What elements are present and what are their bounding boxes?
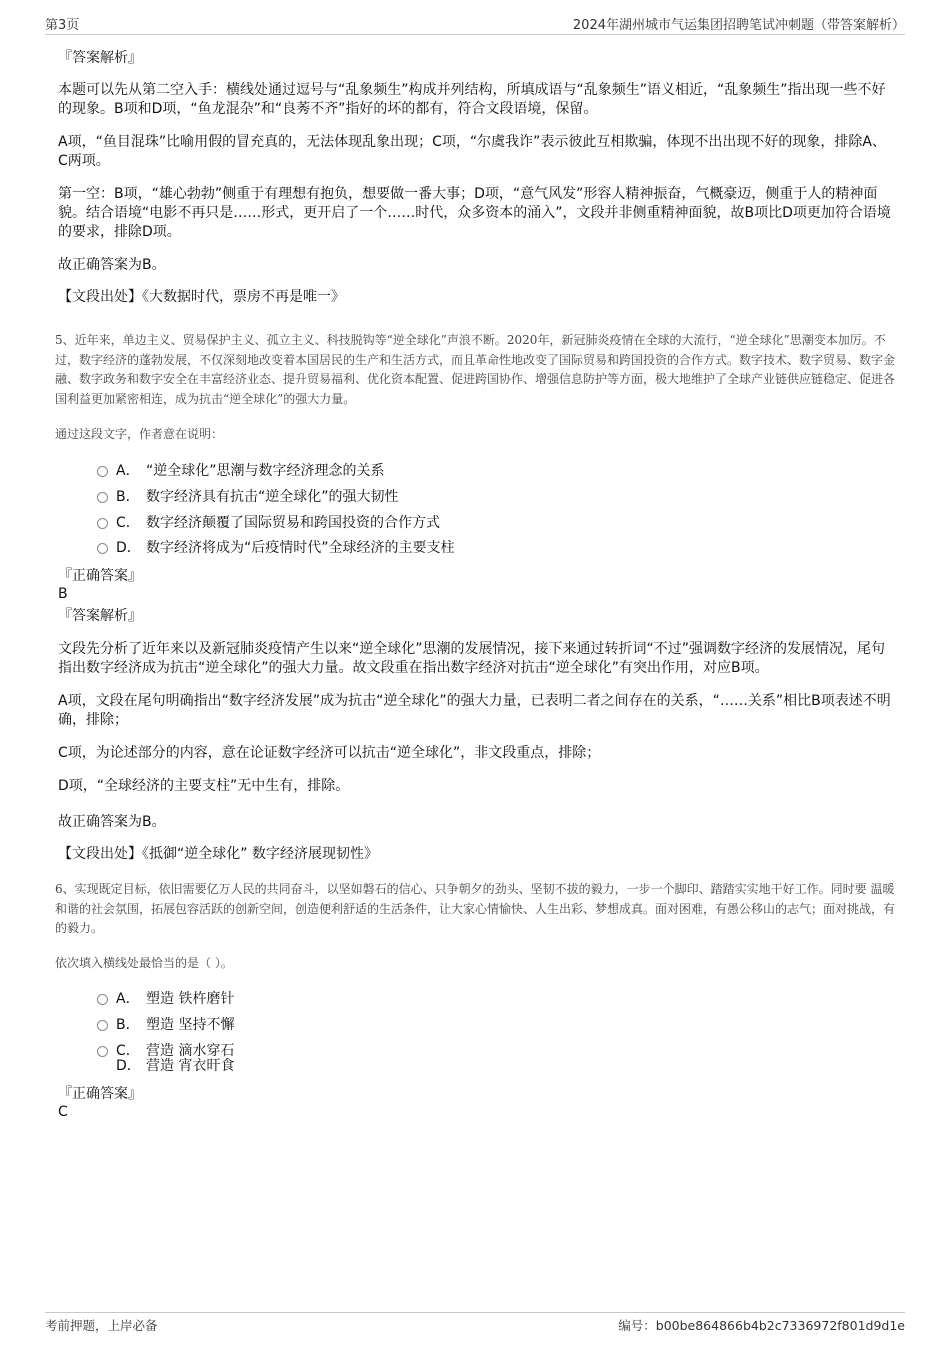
radio-icon[interactable] xyxy=(97,518,108,529)
radio-icon[interactable] xyxy=(97,1020,108,1031)
page-number: 第3页 xyxy=(45,18,80,33)
footer-slogan: 考前押题，上岸必备 xyxy=(45,1318,158,1333)
radio-icon[interactable] xyxy=(97,543,108,554)
answer-label: 『正确答案』 xyxy=(58,1086,142,1102)
analysis-label: 『答案解析』 xyxy=(58,608,142,624)
option-b[interactable]: B． 数字经济具有抗击“逆全球化”的强大韧性 xyxy=(97,487,399,507)
option-a[interactable]: A． 塑造 铁杵磨针 xyxy=(97,989,234,1009)
option-d[interactable]: D． 营造 宵衣旰食 xyxy=(116,1058,235,1074)
page-footer xyxy=(45,1312,905,1336)
option-c[interactable]: C． 营造 滴水穿石 xyxy=(97,1041,234,1061)
document-title: 2024年湖州城市气运集团招聘笔试冲刺题（带答案解析） xyxy=(572,18,905,33)
question-stem: 5、近年来，单边主义、贸易保护主义、孤立主义、科技脱钩等“逆全球化”声浪不断。2020年，新冠肺炎疫情在全球的大流行，“逆全球化”思潮变本加厉。不过，数字经济的蓬勃发展，不仅深刻地改变着本国居民的生产和生活方式，而且革命性地改变了国际贸易和跨国投资的合作方式。数字技术、数字贸易、数字金融、数字政务和数字安全在丰富经济业态、提升贸易福利、优化资本配置、促进跨国协作、增强信息防护等方面，极大地维护了全球产业链供应链稳定、促进各国利益更加紧密相连，成为抗击“逆全球化”的强大力量。 xyxy=(55,333,896,406)
analysis-paragraph: 本题可以先从第二空入手：横线处通过逗号与“乱象频生”构成并列结构，所填成语与“乱象频生”语义相近，“乱象频生”指出现一些不好的现象。B项和D项，“鱼龙混杂”和“良莠不齐”指好的坏的都有，符合文段语境，保留。 xyxy=(58,82,886,117)
radio-icon[interactable] xyxy=(97,466,108,477)
source-citation: 【文段出处】《抵御“逆全球化” 数字经济展现韧性》 xyxy=(58,846,378,862)
option-c[interactable]: C． 数字经济颠覆了国际贸易和跨国投资的合作方式 xyxy=(97,513,440,533)
analysis-paragraph: A项，文段在尾句明确指出“数字经济发展”成为抗击“逆全球化”的强大力量，已表明二者之间存在的关系，“……关系”相比B项表述不明确，排除； xyxy=(58,693,891,728)
source-citation: 【文段出处】《大数据时代，票房不再是唯一》 xyxy=(58,289,345,305)
radio-icon[interactable] xyxy=(97,492,108,503)
document-id: 编号：b00be864866b4b2c7336972f801d9d1e xyxy=(618,1318,905,1333)
answer-label: 『正确答案』 xyxy=(58,568,142,584)
page-header xyxy=(45,14,905,35)
analysis-paragraph: 文段先分析了近年来以及新冠肺炎疫情产生以来“逆全球化”思潮的发展情况，接下来通过转折词“不过”强调数字经济的发展情况，尾句指出数字经济成为抗击“逆全球化”的强大力量。故文段重在指出数字经济对抗击“逆全球化”有突出作用，对应B项。 xyxy=(58,641,886,676)
answer-value: C xyxy=(58,1104,68,1120)
question-prompt: 依次填入横线处最恰当的是（ ）。 xyxy=(55,956,233,970)
analysis-paragraph: C项，为论述部分的内容，意在论证数字经济可以抗击“逆全球化”，非文段重点，排除； xyxy=(58,745,601,761)
answer-value: B xyxy=(58,586,68,602)
analysis-paragraph: A项，“鱼目混珠”比喻用假的冒充真的，无法体现乱象出现；C项，“尔虞我诈”表示彼此互相欺骗，体现不出出现不好的现象，排除A、C两项。 xyxy=(58,134,886,169)
question-prompt: 通过这段文字，作者意在说明： xyxy=(55,427,224,441)
analysis-paragraph: 第一空：B项，“雄心勃勃”侧重于有理想有抱负，想要做一番大事；D项，“意气风发”形容人精神振奋，气概豪迈，侧重于人的精神面貌。结合语境“电影不再只是……形式，更开启了一个……时代，众多资本的涌入”，文段并非侧重精神面貌，故B项比D项更加符合语境的要求，排除D项。 xyxy=(58,186,891,240)
question-stem: 6、实现既定目标，依旧需要亿万人民的共同奋斗，以坚如磐石的信心、只争朝夕的劲头、坚韧不拔的毅力，一步一个脚印、踏踏实实地干好工作。同时要 温暖和谐的社会氛围，拓展包容活跃的创新空间，创造便利舒适的生活条件，让大家心情愉快、人生出彩、梦想成真。面对困难，有愚公移山的志气；面对挑战，有 的毅力。 xyxy=(55,882,896,935)
radio-icon[interactable] xyxy=(97,994,108,1005)
option-a[interactable]: A． “逆全球化”思潮与数字经济理念的关系 xyxy=(97,461,385,481)
analysis-paragraph: D项，“全球经济的主要支柱”无中生有，排除。 xyxy=(58,778,350,794)
conclusion: 故正确答案为B。 xyxy=(58,814,166,830)
conclusion: 故正确答案为B。 xyxy=(58,257,166,273)
analysis-label: 『答案解析』 xyxy=(58,50,142,66)
option-d[interactable]: D． 数字经济将成为“后疫情时代”全球经济的主要支柱 xyxy=(97,538,455,558)
option-b[interactable]: B． 塑造 坚持不懈 xyxy=(97,1015,234,1035)
